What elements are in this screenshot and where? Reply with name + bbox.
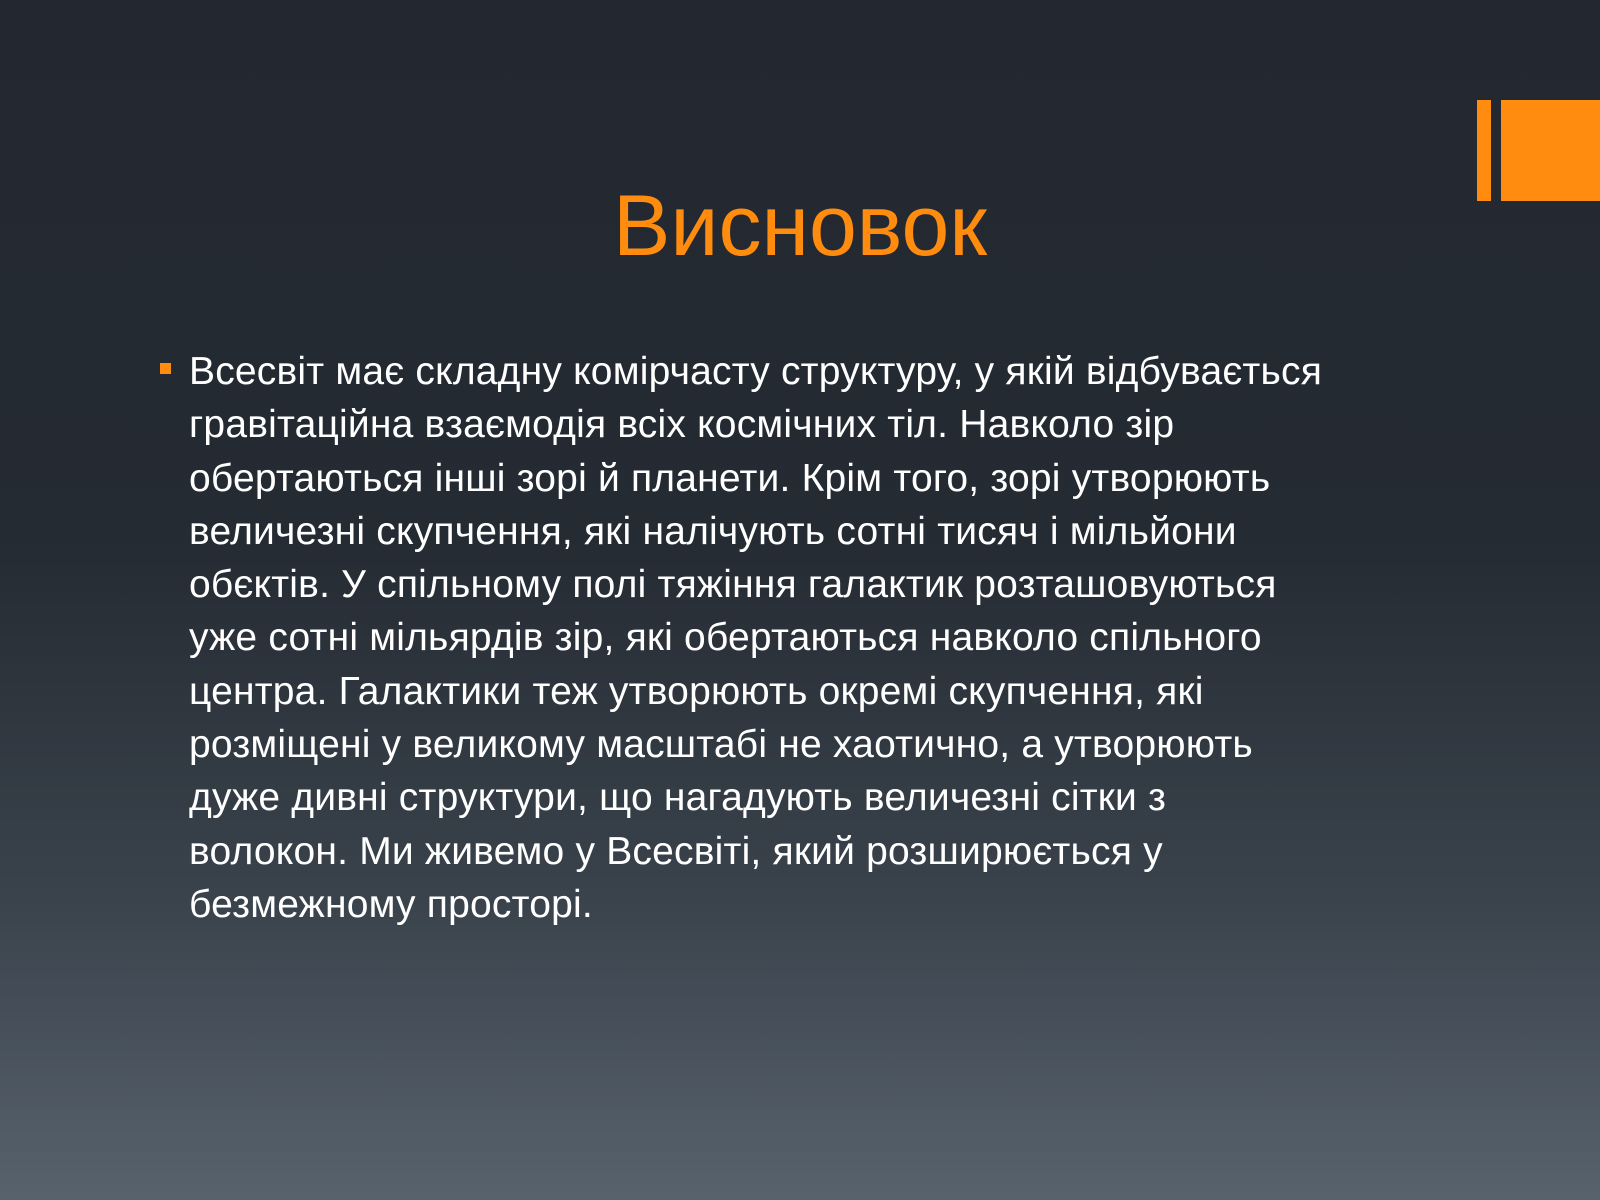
slide-body bbox=[160, 345, 1480, 931]
bullet-line: Всесвіт має складну комірчасту структуру, у якій відбувається bbox=[189, 350, 1323, 393]
bullet-line: розміщені у великому масштабі не хаотично, а утворюють bbox=[189, 723, 1253, 767]
bullet-item bbox=[160, 345, 1480, 931]
square-bullet-icon bbox=[160, 363, 171, 374]
bullet-line: безмежному просторі. bbox=[189, 882, 593, 926]
bullet-line: уже сотні мільярдів зір, які обертаються навколо спільного bbox=[189, 616, 1262, 660]
slide-title: Висновок bbox=[613, 178, 987, 274]
bullet-line: обертаються інші зорі й планети. Крім того, зорі утворюють bbox=[189, 456, 1271, 500]
bullet-line: величезні скупчення, які налічують сотні тисяч і мільйони bbox=[189, 509, 1237, 553]
bullet-line: обєктів. У спільному полі тяжіння галактик розташовуються bbox=[189, 563, 1277, 607]
bullet-line: центра. Галактики теж утворюють окремі скупчення, які bbox=[189, 669, 1204, 713]
bullet-line: волокон. Ми живемо у Всесвіті, який розширюється у bbox=[189, 829, 1163, 873]
bullet-text bbox=[189, 345, 1480, 931]
bullet-line: дуже дивні структури, що нагадують величезні сітки з bbox=[189, 776, 1167, 820]
bullet-line: гравітаційна взаємодія всіх космічних тіл. Навколо зір bbox=[189, 403, 1175, 447]
